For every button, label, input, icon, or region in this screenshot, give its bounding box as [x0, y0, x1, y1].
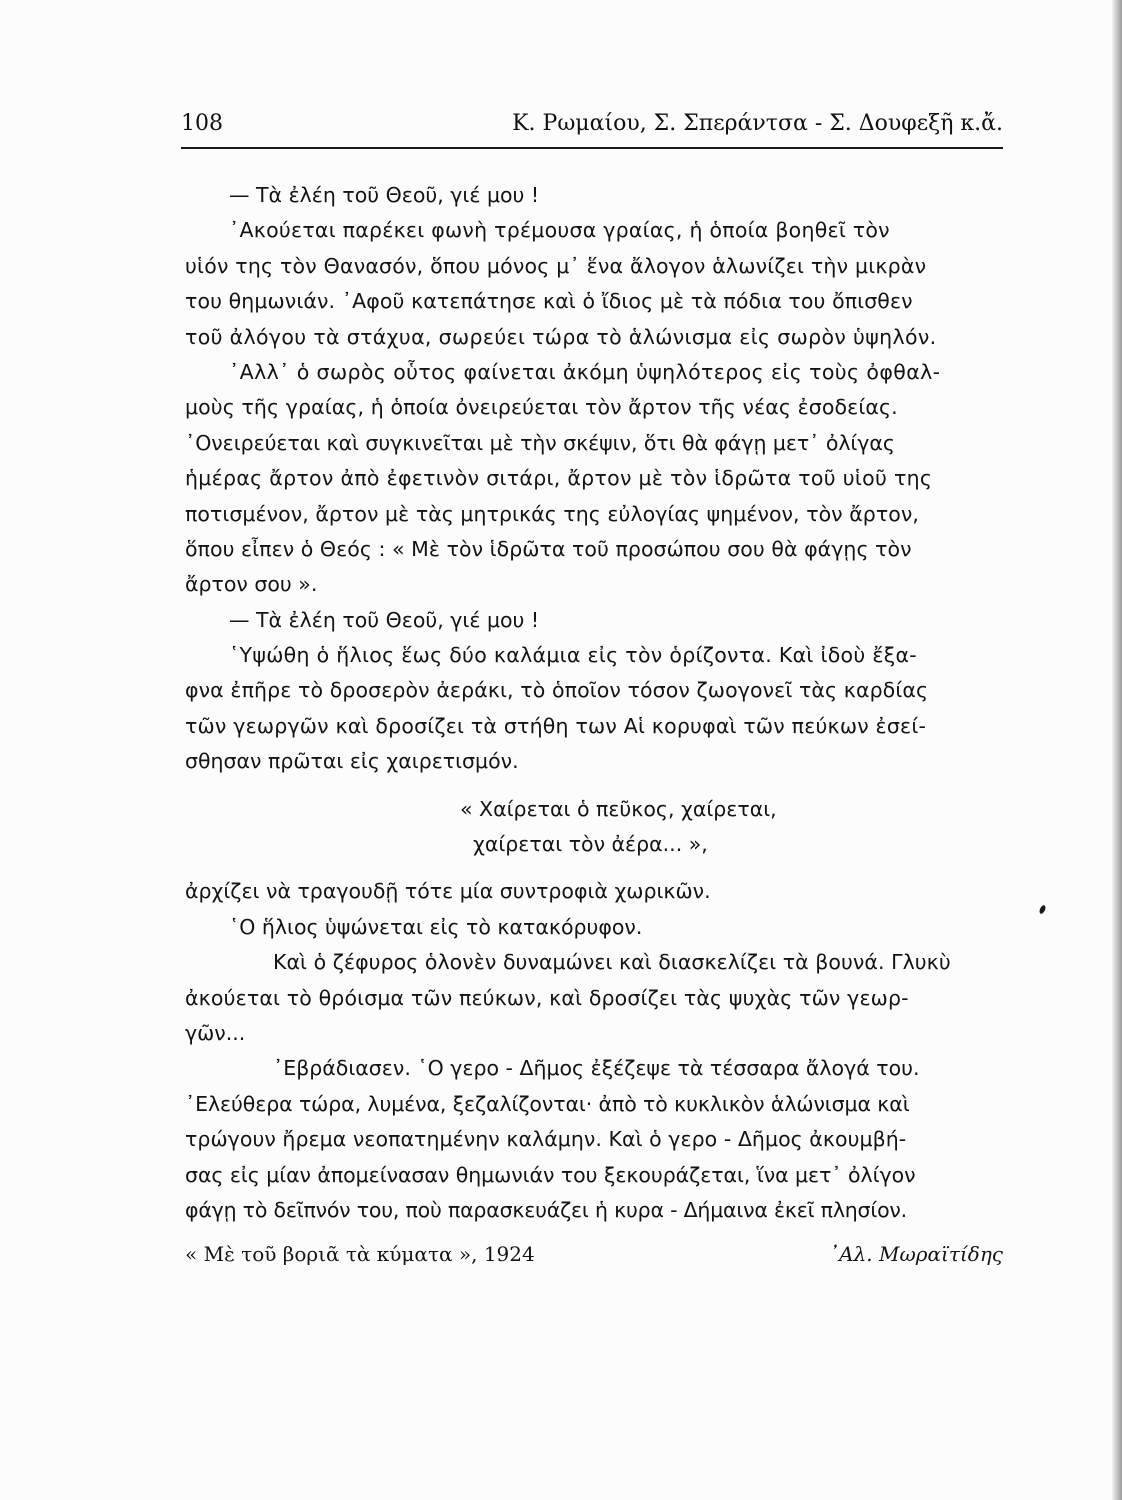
ink-speck-mark: [1038, 904, 1046, 914]
body-text: [185, 178, 1025, 1228]
text-line: ᾿Ελεύθερα τώρα, λυμένα, ξεζαλίζονται· ἀπὸ τὸ κυκλικὸν ἁλώνισμα καὶ: [185, 1091, 910, 1116]
text-line: ᾿Εβράδιασεν. ῾Ο γερο - Δῆμος ἐξέζεψε τὰ τέσσαρα ἄλογά του.: [273, 1056, 920, 1081]
verse-spacer: [185, 862, 1025, 874]
text-line: φάγῃ τὸ δεῖπνόν του, ποὺ παρασκευάζει ἡ κυρα - Δήμαινα ἐκεῖ πλησίον.: [185, 1197, 907, 1222]
text-line: σθησαν πρῶται εἰς χαιρετισμόν.: [185, 749, 519, 774]
text-line: σας εἰς μίαν ἀπομείνασαν θημωνιάν του ξεκουράζεται, ἵνα μετ᾿ ὀλίγον: [185, 1162, 916, 1187]
text-line: ῾Υψώθη ὁ ἥλιος ἕως δύο καλάμια εἰς τὸν ὁρίζοντα. Καὶ ἰδοὺ ἔξα-: [229, 643, 918, 668]
text-line: ποτισμένον, ἄρτον μὲ τὰς μητρικάς της εὐλογίας ψημένον, τὸν ἄρτον,: [185, 501, 919, 526]
text-line: ᾿Αλλ᾿ ὁ σωρὸς οὗτος φαίνεται ἀκόμη ὑψηλότερος εἰς τοὺς ὀφθαλ-: [229, 359, 941, 384]
text-line: τοῦ ἀλόγου τὰ στάχυα, σωρεύει τώρα τὸ ἁλώνισμα εἰς σωρὸν ὑψηλόν.: [185, 324, 937, 349]
text-line: ᾿Ακούεται παρέκει φωνὴ τρέμουσα γραίας, ἡ ὁποία βοηθεῖ τὸν: [229, 218, 890, 243]
page-number: 108: [181, 111, 223, 136]
text-line: — Τὰ ἐλέη τοῦ Θεοῦ, γιέ μου !: [229, 183, 540, 207]
source-author: ᾿Αλ. Μωραϊτίδης: [829, 1242, 1003, 1266]
verse-line: « Χαίρεται ὁ πεῦκος, χαίρεται,: [460, 796, 777, 821]
running-head: Κ. Ρωμαίου, Σ. Σπεράντσα - Σ. Δουφεξῆ κ.ἄ.: [512, 111, 1003, 136]
source-citation: « Μὲ τοῦ βοριᾶ τὰ κύματα », 1924: [185, 1242, 535, 1266]
text-line: — Τὰ ἐλέη τοῦ Θεοῦ, γιέ μου !: [229, 607, 540, 632]
text-line: τῶν γεωργῶν καὶ δροσίζει τὰ στήθη των Αἱ κορυφαὶ τῶν πεύκων ἐσεί-: [185, 713, 927, 738]
page-header: [181, 111, 1003, 143]
text-line: ἡμέρας ἄρτον ἀπὸ ἐφετινὸν σιτάρι, ἄρτον μὲ τὸν ἱδρῶτα τοῦ υἱοῦ της: [185, 466, 933, 491]
header-rule: [181, 147, 1003, 149]
text-line: ἀρχίζει νὰ τραγουδῇ τότε μία συντροφιὰ χωρικῶν.: [185, 879, 711, 904]
text-line: ἀκούεται τὸ θρόισμα τῶν πεύκων, καὶ δροσίζει τὰς ψυχὰς τῶν γεωρ-: [185, 985, 909, 1010]
text-line: ῾Ο ἥλιος ὑψώνεται εἰς τὸ κατακόρυφον.: [229, 914, 643, 939]
text-line: τρώγουν ἤρεμα νεοπατημένην καλάμην. Καὶ ὁ γερο - Δῆμος ἀκουμβή-: [185, 1127, 907, 1152]
text-line: μοὺς τῆς γραίας, ἡ ὁποία ὀνειρεύεται τὸν ἄρτον τῆς νέας ἐσοδείας.: [185, 395, 898, 420]
text-line: ὅπου εἶπεν ὁ Θεός : « Μὲ τὸν ἱδρῶτα τοῦ προσώπου σου θὰ φάγῃς τὸν: [185, 536, 912, 561]
text-line: γῶν...: [185, 1020, 246, 1045]
text-line: φνα ἐπῆρε τὸ δροσερὸν ἀεράκι, τὸ ὁποῖον τόσον ζωογονεῖ τὰς καρδίας: [185, 678, 929, 703]
text-line: ᾿Ονειρεύεται καὶ συγκινεῖται μὲ τὴν σκέψιν, ὅτι θὰ φάγῃ μετ᾿ ὀλίγας: [185, 430, 895, 455]
text-line: Καὶ ὁ ζέφυρος ὁλονὲν δυναμώνει καὶ διασκελίζει τὰ βουνά. Γλυκὺ: [273, 950, 951, 975]
page-edge-shadow: [1112, 0, 1122, 1500]
text-line: ἄρτον σου ».: [185, 572, 318, 597]
verse-spacer: [185, 780, 1025, 792]
verse-line: χαίρεται τὸν ἀέρα... »,: [473, 832, 708, 857]
source-attribution: [185, 1242, 1003, 1276]
text-line: του θημωνιάν. ᾿Αφοῦ κατεπάτησε καὶ ὁ ἴδιος μὲ τὰ πόδια του ὄπισθεν: [185, 289, 913, 314]
text-line: υἱόν της τὸν Θανασόν, ὅπου μόνος μ᾿ ἕνα ἄλογον ἁλωνίζει τὴν μικρὰν: [185, 253, 927, 278]
